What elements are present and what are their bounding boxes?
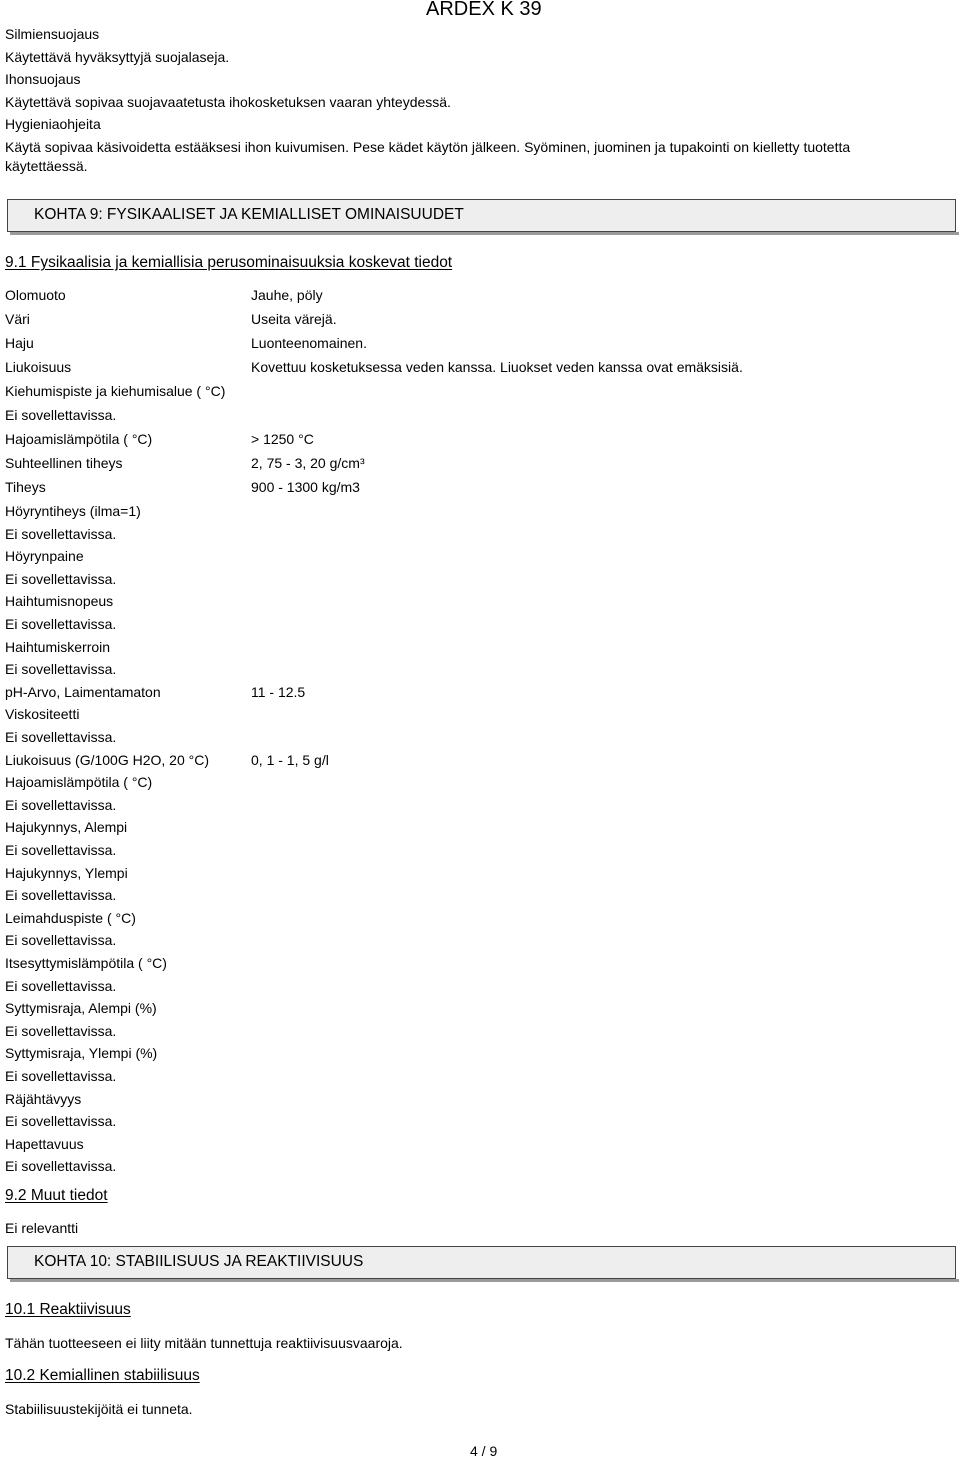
not-applicable-text: Ei sovellettavissa.: [5, 525, 117, 542]
property-label: Itsesyttymislämpötila ( °C): [5, 955, 167, 971]
property-label: Höyryntiheys (ilma=1): [5, 503, 141, 519]
property-value: Useita värejä.: [251, 311, 337, 327]
property-label: Viskositeetti: [5, 706, 80, 723]
not-applicable-text: Ei sovellettavissa.: [5, 407, 117, 423]
property-label: Suhteellinen tiheys: [5, 455, 123, 471]
not-applicable-text: Ei sovellettavissa.: [5, 842, 117, 858]
intro-line: Käytettävä sopivaa suojavaatetusta ihokosketuksen vaaran yhteydessä.: [5, 94, 451, 110]
property-label: Hajoamislämpötila ( °C): [5, 431, 153, 447]
property-label: Väri: [5, 311, 30, 327]
document-header-title: ARDEX K 39: [426, 0, 542, 20]
subsection-10-2-heading: 10.2 Kemiallinen stabiilisuus: [5, 1367, 200, 1384]
property-label: Tiheys: [5, 479, 46, 495]
not-applicable-text: Ei sovellettavissa.: [5, 796, 117, 813]
property-label: Haju: [5, 335, 34, 351]
intro-line: Silmiensuojaus: [5, 26, 100, 42]
property-label: Räjähtävyys: [5, 1090, 82, 1107]
property-label: Olomuoto: [5, 287, 66, 303]
not-applicable-text: Ei sovellettavissa.: [5, 661, 117, 678]
intro-line: käytettäessä.: [5, 158, 88, 174]
property-value: Kovettuu kosketuksessa veden kanssa. Liuokset veden kanssa ovat emäksisiä.: [251, 359, 743, 375]
subsection-10-1-heading: 10.1 Reaktiivisuus: [5, 1301, 131, 1318]
property-label: pH-Arvo, Laimentamaton: [5, 683, 161, 700]
property-label: Syttymisraja, Alempi (%): [5, 1000, 157, 1017]
section-9-title: KOHTA 9: FYSIKAALISET JA KEMIALLISET OMINAISUUDET: [34, 206, 464, 223]
property-value: Luonteenomainen.: [251, 335, 367, 351]
property-label: Höyrynpaine: [5, 548, 84, 565]
not-applicable-text: Ei sovellettavissa.: [5, 977, 117, 994]
not-applicable-text: Ei sovellettavissa.: [5, 932, 117, 949]
intro-line: Hygieniaohjeita: [5, 116, 101, 132]
property-label: Syttymisraja, Ylempi (%): [5, 1045, 158, 1062]
not-applicable-text: Ei sovellettavissa.: [5, 616, 117, 632]
not-applicable-text: Ei sovellettavissa.: [5, 887, 117, 904]
not-applicable-text: Ei sovellettavissa.: [5, 1113, 117, 1130]
not-applicable-text: Ei sovellettavissa.: [5, 1158, 117, 1175]
intro-line: Ihonsuojaus: [5, 71, 81, 87]
subsection-9-2-heading: 9.2 Muut tiedot: [5, 1187, 108, 1204]
property-label: Hajukynnys, Ylempi: [5, 864, 128, 881]
property-label: Hajukynnys, Alempi: [5, 819, 128, 836]
property-label: Liukoisuus: [5, 359, 72, 375]
property-label: Haihtumiskerroin: [5, 638, 111, 655]
subsection-9-1-heading: 9.1 Fysikaalisia ja kemiallisia perusominaisuuksia koskevat tiedot: [5, 254, 453, 271]
section-header-shadow: [10, 1279, 959, 1282]
intro-line: Käytettävä hyväksyttyjä suojalaseja.: [5, 49, 230, 65]
section-10-header: [7, 1246, 956, 1279]
property-label: Liukoisuus (G/100G H2O, 20 °C): [5, 751, 210, 768]
property-value: > 1250 °C: [251, 431, 314, 447]
not-applicable-text: Ei sovellettavissa.: [5, 570, 117, 587]
not-applicable-text: Ei sovellettavissa.: [5, 1068, 117, 1084]
property-label: Hapettavuus: [5, 1135, 84, 1152]
subsection-9-2-text: Ei relevantti: [5, 1220, 79, 1236]
intro-line: Käytä sopivaa käsivoidetta estääksesi ihon kuivumisen. Pese kädet käytön jälkeen. Syöminen, juominen ja tupakointi on kielletty tuotetta: [5, 139, 851, 155]
section-9-header: [7, 199, 956, 232]
property-value: Jauhe, pöly: [251, 287, 323, 303]
subsection-10-2-text: Stabiilisuustekijöitä ei tunneta.: [5, 1401, 193, 1417]
not-applicable-text: Ei sovellettavissa.: [5, 729, 117, 745]
not-applicable-text: Ei sovellettavissa.: [5, 1022, 117, 1039]
section-10-title: KOHTA 10: STABIILISUUS JA REAKTIIVISUUS: [34, 1253, 364, 1270]
property-label: Leimahduspiste ( °C): [5, 909, 136, 926]
page-number: 4 / 9: [470, 1443, 498, 1459]
property-label: Kiehumispiste ja kiehumisalue ( °C): [5, 383, 226, 399]
property-value: 900 - 1300 kg/m3: [251, 479, 360, 495]
property-value: 0, 1 - 1, 5 g/l: [251, 751, 329, 768]
subsection-10-1-text: Tähän tuotteeseen ei liity mitään tunnettuja reaktiivisuusvaaroja.: [5, 1335, 403, 1351]
property-label: Haihtumisnopeus: [5, 593, 114, 610]
property-value: 11 - 12.5: [251, 683, 306, 700]
property-value: 2, 75 - 3, 20 g/cm³: [251, 455, 365, 471]
section-header-shadow: [10, 232, 959, 235]
property-label: Hajoamislämpötila ( °C): [5, 774, 153, 791]
